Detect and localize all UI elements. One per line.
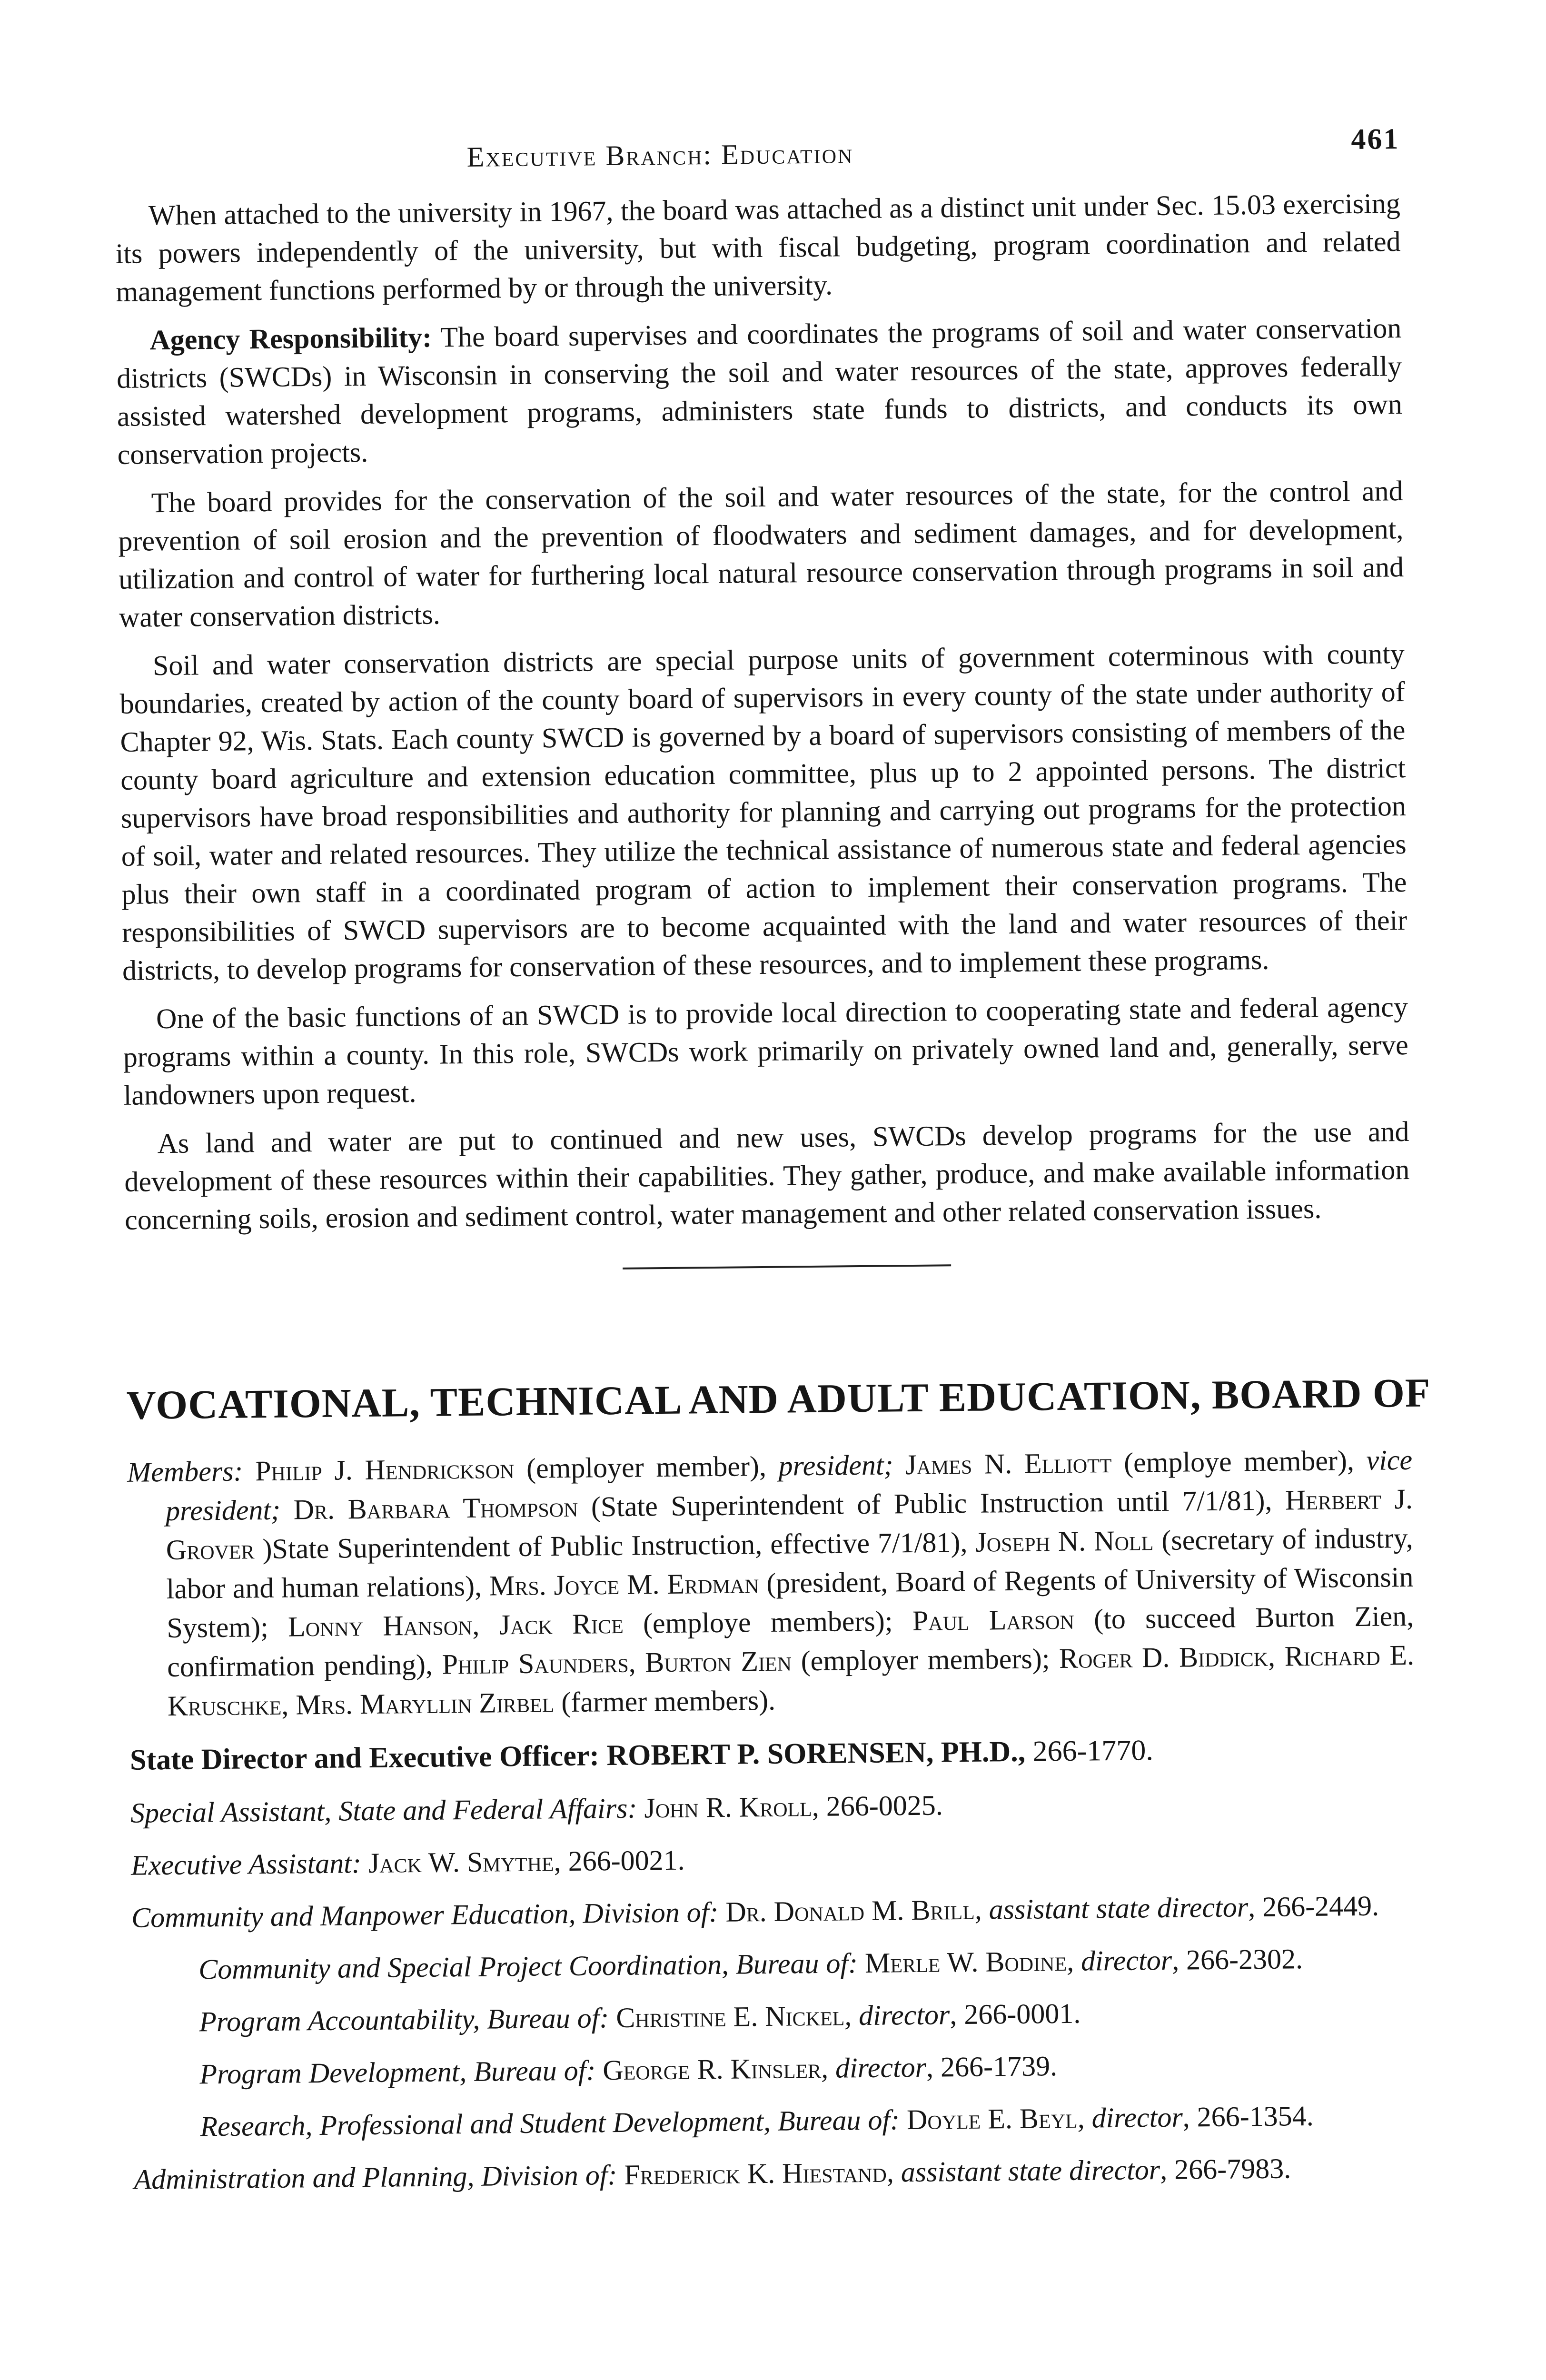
members-label: Members: <box>127 1455 243 1488</box>
staff-entry <box>131 1886 1417 1937</box>
paragraph <box>118 472 1404 636</box>
staff-entry <box>198 1938 1417 1989</box>
staff-unit: Administration and Planning, Division of: <box>134 2159 617 2195</box>
paragraph <box>123 988 1409 1114</box>
run-in-heading: Agency Responsibility: <box>149 321 432 356</box>
paragraph-text: When attached to the university in 1967, the board was attached as a distinct unit under Sec. 15.03 exercising its powers independently of the university, but with fiscal budgeting, program coordination and related management functions performed by or through the university. <box>115 188 1401 307</box>
paragraph-text: The board provides for the conservation of the soil and water resources of the state, for the control and prevention of soil erosion and the prevention of floodwaters and sediment damages, and for development, utilization and control of water for furthering local natural resource conservation through programs in soil and water conservation districts. <box>118 475 1404 633</box>
staff-person: Dr. Donald M. Brill <box>718 1894 975 1928</box>
member-note: (farmer members). <box>554 1684 776 1718</box>
staff-phone: , 266-2449. <box>1248 1890 1379 1923</box>
staff-person: George R. Kinsler <box>595 2052 822 2086</box>
member-note: (State Superintendent of Public Instruction until 7/1/81), <box>577 1484 1286 1523</box>
document-page <box>114 113 1431 2380</box>
staff-entry <box>131 1834 1417 1885</box>
paragraph-text: Soil and water conservation districts are special purpose units of government coterminous with county boundaries, created by action of the county board of supervisors in every county of the state under authority of Chapter 92, Wis. Stats. Each county SWCD is governed by a board of supervisors consisting of members of the county board agriculture and extension education committee, plus up to 2 appointed persons. The district supervisors have broad responsibilities and authority for planning and carrying out programs for the protection of soil, water and related resources. They utilize the technical assistance of numerous state and federal agencies plus their own staff in a coordinated program of action to implement their conservation programs. The responsibilities of SWCD supervisors are to become acquainted with the land and water resources of their districts, to develop programs for conservation of these resources, and to implement these programs. <box>119 637 1407 986</box>
staff-phone: , 266-0021. <box>554 1844 685 1877</box>
staff-person: John R. Kroll <box>637 1791 813 1824</box>
paragraph-text: The board supervises and coordinates the programs of soil and water conservation districts (SWCDs) in Wisconsin in conserving the soil and water resources of the state, approves federally assisted watershed development programs, administers state funds to districts, and conducts its own conservation projects. <box>116 312 1403 470</box>
staff-title: , director <box>821 2051 927 2084</box>
member-name: Philip J. Hendrickson <box>255 1453 515 1487</box>
staff-entry <box>199 1991 1418 2042</box>
staff-phone: , 266-0025. <box>812 1789 943 1823</box>
staff-entry <box>134 2148 1419 2199</box>
member-name: Roger D. Biddick, Richard E. Kruschke, Mrs. Maryllin Zirbel <box>167 1639 1415 1722</box>
staff-phone: , 266-1739. <box>926 2050 1058 2083</box>
staff-entry <box>200 2095 1419 2146</box>
staff-title: , director <box>1066 1944 1172 1977</box>
staff-entry <box>130 1781 1416 1833</box>
staff-phone: , 266-2302. <box>1171 1943 1303 1976</box>
staff-title: , director <box>1077 2101 1183 2134</box>
staff-phone: , 266-1354. <box>1182 2100 1314 2133</box>
page-number: 461 <box>1351 123 1400 156</box>
paragraph <box>119 635 1408 990</box>
staff-unit: Special Assistant, State and Federal Affairs: <box>130 1792 637 1829</box>
staff-phone: , 266-0001. <box>949 1997 1081 2031</box>
members-list <box>127 1440 1415 1726</box>
staff-phone: , 266-7983. <box>1160 2152 1291 2186</box>
section-heading: VOCATIONAL, TECHNICAL AND ADULT EDUCATION, BOARD OF <box>126 1369 1431 1428</box>
staff-unit: Research, Professional and Student Development, Bureau of: <box>200 2104 900 2142</box>
member-note: (employe member), <box>1111 1444 1367 1478</box>
director-role: State Director and Executive Officer: <box>129 1739 600 1776</box>
paragraph <box>124 1112 1410 1239</box>
member-note: (to succeed Burton Zien, confirmation pending), <box>167 1600 1414 1683</box>
section-divider <box>623 1264 951 1269</box>
paragraph <box>116 309 1403 474</box>
member-note: (employer member), <box>514 1450 779 1485</box>
staff-unit: Program Accountability, Bureau of: <box>199 2002 609 2038</box>
director-name: ROBERT P. SORENSEN, PH.D., <box>599 1735 1026 1772</box>
member-name: Philip Saunders, Burton Zien <box>442 1645 792 1680</box>
member-name: Herbert J. Grover <box>166 1483 1413 1566</box>
staff-title: , assistant state director <box>974 1891 1249 1925</box>
staff-title: , director <box>844 1999 950 2032</box>
member-role: vice president; <box>165 1444 1413 1527</box>
member-name: James N. Elliott <box>893 1447 1112 1481</box>
staff-unit: Community and Manpower Education, Division of: <box>131 1896 719 1934</box>
staff-entry <box>199 2043 1418 2094</box>
staff-unit: Community and Special Project Coordination, Bureau of: <box>198 1947 858 1985</box>
state-director <box>130 1728 1416 1780</box>
member-name: Joseph N. Noll <box>975 1525 1154 1558</box>
staff-title: , assistant state director <box>886 2154 1160 2188</box>
paragraph-text: One of the basic functions of an SWCD is to provide local direction to cooperating state and federal agency programs within a county. In this role, SWCDs work primarily on privately owned land and, generally, serve landowners upon request. <box>123 991 1409 1111</box>
director-phone: 266-1770. <box>1025 1734 1154 1768</box>
member-name: Paul Larson <box>912 1603 1075 1637</box>
member-note: (employer members); <box>791 1643 1060 1677</box>
paragraph <box>115 184 1401 311</box>
staff-person: Frederick K. Hiestand <box>617 2156 887 2191</box>
member-note: (president, Board of Regents of University of Wisconsin System); <box>167 1561 1414 1644</box>
paragraph-text: As land and water are put to continued and new uses, SWCDs develop programs for the use and development of these resources within their capabilities. They gather, produce, and make available information concerning soils, erosion and sediment control, water management and other related conservation issues. <box>124 1115 1410 1236</box>
member-name: Mrs. Joyce M. Erdman <box>489 1567 759 1602</box>
member-name: Lonny Hanson, Jack Rice <box>287 1607 624 1643</box>
member-note: (employe members); <box>623 1605 913 1639</box>
running-head <box>114 113 1400 178</box>
member-role: president; <box>778 1449 893 1482</box>
staff-unit: Executive Assistant: <box>130 1847 362 1881</box>
staff-person: Jack W. Smythe <box>361 1845 554 1879</box>
member-name: Dr. Barbara Thompson <box>280 1491 578 1526</box>
staff-person: Merle W. Bodine <box>857 1945 1067 1979</box>
member-note: )State Superintendent of Public Instruction, effective 7/1/81), <box>254 1526 976 1565</box>
staff-person: Christine E. Nickel <box>608 2000 845 2034</box>
staff-unit: Program Development, Bureau of: <box>199 2054 596 2090</box>
member-note: (secretary of industry, labor and human relations), <box>166 1522 1413 1605</box>
running-head-title: Executive Branch: Education <box>466 138 854 173</box>
body-text <box>115 184 1410 1239</box>
staff-person: Doyle E. Beyl <box>899 2102 1078 2136</box>
